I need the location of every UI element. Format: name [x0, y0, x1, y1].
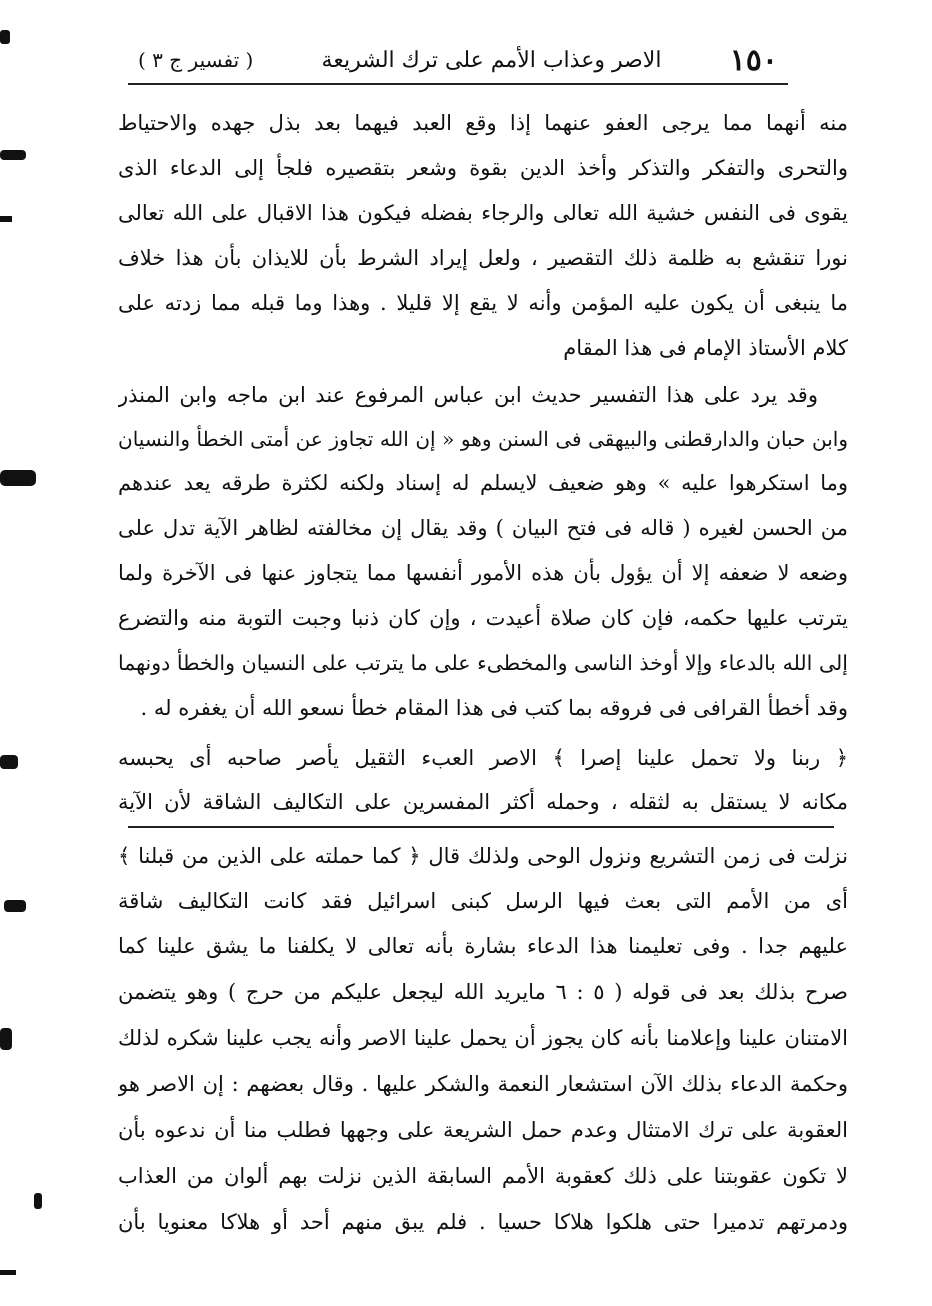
- text-line: وحكمة الدعاء بذلك الآن استشعار النعمة والشكر عليها . وقال بعضهم : إن الاصر هو: [118, 1072, 848, 1096]
- text-line: كلام الأستاذ الإمام فى هذا المقام: [563, 336, 848, 360]
- text-line: ما ينبغى أن يكون عليه المؤمن وأنه لا يقع إلا قليلا . وهذا وما قبله مما زدته على: [118, 291, 848, 315]
- margin-mark: [0, 216, 12, 222]
- margin-mark: [0, 470, 36, 486]
- text-line: وما استكرهوا عليه » وهو ضعيف لايسلم له إسناد ولكنه لكثرة طرقه يعد عندهم: [118, 471, 848, 495]
- text-line: يقوى فى النفس خشية الله تعالى والرجاء بفضله فيكون هذا الاقبال على الله تعالى: [118, 201, 848, 225]
- text-line: ﴿ ربنا ولا تحمل علينا إصرا ﴾ الاصر العبء الثقيل يأصر صاحبه أى يحبسه: [118, 746, 848, 770]
- margin-mark: [34, 1193, 42, 1209]
- text-line: أى من الأمم التى بعث فيها الرسل كبنى اسرائيل فقد كانت التكاليف شاقة: [118, 889, 848, 913]
- text-line: العقوبة على ترك الامتثال وعدم حمل الشريعة على وجهها فطلب منا أن ندعوه بأن: [118, 1118, 848, 1142]
- text-line: عليهم جدا . وفى تعليمنا هذا الدعاء بشارة بأنه تعالى لا يكلفنا ما يشق علينا كما: [118, 934, 848, 958]
- text-line: من الحسن لغيره ( قاله فى فتح البيان ) وقد يقال إن مخالفته لظاهر الآية تدل على: [118, 516, 848, 540]
- margin-mark: [0, 150, 26, 160]
- margin-mark: [0, 755, 18, 769]
- running-title: الاصر وعذاب الأمم على ترك الشريعة: [321, 47, 662, 73]
- text-line: وقد أخطأ القرافى فى فروقه بما كتب فى هذا المقام خطأ نسعو الله أن يغفره له .: [140, 696, 848, 720]
- page-header: [138, 40, 778, 80]
- text-line: يترتب عليها حكمه، فإن كان صلاة أعيدت ، وإن كان ذنبا وجبت التوبة منه والتضرع: [118, 606, 848, 630]
- margin-mark: [4, 900, 26, 912]
- text-line: منه أنهما مما يرجى العفو عنهما إذا وقع العبد فيهما بعد بذل جهده والاحتياط: [118, 111, 848, 135]
- text-line: وابن حبان والدارقطنى والبيهقى فى السنن وهو « إن الله تجاوز عن أمتى الخطأ والنسيان: [118, 427, 848, 451]
- margin-mark: [0, 1028, 12, 1050]
- text-line: وضعه لا ضعفه إلا أن يؤول بأن هذه الأمور أنفسها مما يتجاوز عنها فى الآخرة ولما: [118, 561, 848, 585]
- text-line: إلى الله بالدعاء وإلا أوخذ الناسى والمخطىء على ما يترتب على النسيان والخطأ دونهما: [118, 651, 848, 675]
- text-line: صرح بذلك بعد فى قوله ( ٥ : ٦ مايريد الله ليجعل عليكم من حرج ) وهو يتضمن: [118, 980, 848, 1004]
- text-line: والتحرى والتفكر والتذكر وأخذ الدين بقوة وشعر بتقصيره فلجأ إلى الدعاء الذى: [118, 156, 848, 180]
- header-rule: [128, 83, 788, 85]
- chapter-reference: ( تفسير ج ٣ ): [138, 48, 254, 72]
- text-line: ودمرتهم تدميرا حتى هلكوا هلاكا حسيا . فلم يبق منهم أحد أو هلاكا معنويا بأن: [118, 1210, 848, 1234]
- section-rule: [128, 826, 834, 828]
- text-line: نورا تنقشع به ظلمة ذلك التقصير ، ولعل إيراد الشرط بأن للايذان بأن هذا خلاف: [118, 246, 848, 270]
- margin-mark: [0, 30, 10, 44]
- text-line: لا تكون عقوبتنا على ذلك كعقوبة الأمم السابقة الذين نزلت بهم ألوان من العذاب: [118, 1164, 848, 1188]
- text-line: مكانه لا يستقل به لثقله ، وحمله أكثر المفسرين على التكاليف الشاقة لأن الآية: [118, 790, 848, 814]
- text-line: الامتنان علينا وإعلامنا بأنه كان يجوز أن يحمل علينا الاصر وأنه يجب علينا شكره لذلك: [118, 1026, 848, 1050]
- page-number: ١٥٠: [729, 42, 778, 78]
- text-line: وقد يرد على هذا التفسير حديث ابن عباس المرفوع عند ابن ماجه وابن المنذر: [118, 383, 818, 407]
- margin-mark: [0, 1270, 16, 1275]
- text-line: نزلت فى زمن التشريع ونزول الوحى ولذلك قال ﴿ كما حملته على الذين من قبلنا ﴾: [118, 844, 848, 868]
